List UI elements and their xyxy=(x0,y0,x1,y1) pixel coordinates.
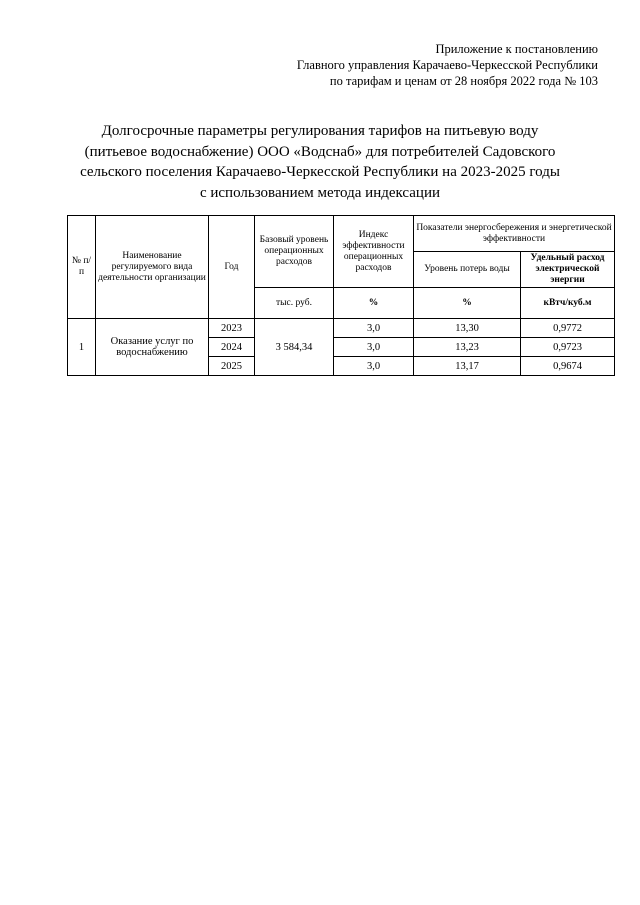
col-header-consumption: Удельный расход электрической энергии xyxy=(521,252,615,288)
row-index: 3,0 xyxy=(334,357,414,376)
unit-consumption: кВтч/куб.м xyxy=(521,288,615,319)
row-consumption: 0,9723 xyxy=(521,338,615,357)
row-losses: 13,23 xyxy=(414,338,521,357)
row-index: 3,0 xyxy=(334,319,414,338)
col-header-num: № п/п xyxy=(68,216,96,319)
row-year: 2025 xyxy=(209,357,255,376)
unit-index: % xyxy=(334,288,414,319)
row-losses: 13,17 xyxy=(414,357,521,376)
header-row-1 xyxy=(68,216,615,252)
row-name: Оказание услуг по водоснабжению xyxy=(96,319,209,376)
title-line-3: сельского поселения Карачаево-Черкесской Республики на 2023-2025 годы xyxy=(80,164,560,180)
title-line-2: (питьевое водоснабжение) ООО «Водснаб» для потребителей Садовского xyxy=(84,143,556,160)
header-line-3: по тарифам и ценам от 28 ноября 2022 года № 103 xyxy=(329,74,598,88)
unit-losses: % xyxy=(414,288,521,319)
col-header-index: Индекс эффективности операционных расходов xyxy=(334,216,414,288)
row-consumption: 0,9772 xyxy=(521,319,615,338)
row-losses: 13,30 xyxy=(414,319,521,338)
document-header xyxy=(178,41,598,89)
unit-base: тыс. руб. xyxy=(255,288,334,319)
row-index: 3,0 xyxy=(334,338,414,357)
row-base: 3 584,34 xyxy=(255,319,334,376)
col-header-name: Наименование регулируемого вида деятельности организации xyxy=(96,216,209,319)
parameters-table xyxy=(67,215,615,376)
table-row xyxy=(68,319,615,338)
col-header-energy-group: Показатели энергосбережения и энергетической эффективности xyxy=(414,216,615,252)
row-year: 2024 xyxy=(209,338,255,357)
col-header-year: Год xyxy=(209,216,255,319)
col-header-losses: Уровень потерь воды xyxy=(414,252,521,288)
row-consumption: 0,9674 xyxy=(521,357,615,376)
header-line-2: Главного управления Карачаево-Черкесской Республики xyxy=(296,58,598,72)
title-line-1: Долгосрочные параметры регулирования тарифов на питьевую воду xyxy=(101,123,539,139)
title-line-4: с использованием метода индексации xyxy=(199,184,441,201)
row-num: 1 xyxy=(68,319,96,376)
document-title xyxy=(60,121,580,203)
header-line-1: Приложение к постановлению xyxy=(435,42,598,56)
col-header-base: Базовый уровень операционных расходов xyxy=(255,216,334,288)
row-year: 2023 xyxy=(209,319,255,338)
